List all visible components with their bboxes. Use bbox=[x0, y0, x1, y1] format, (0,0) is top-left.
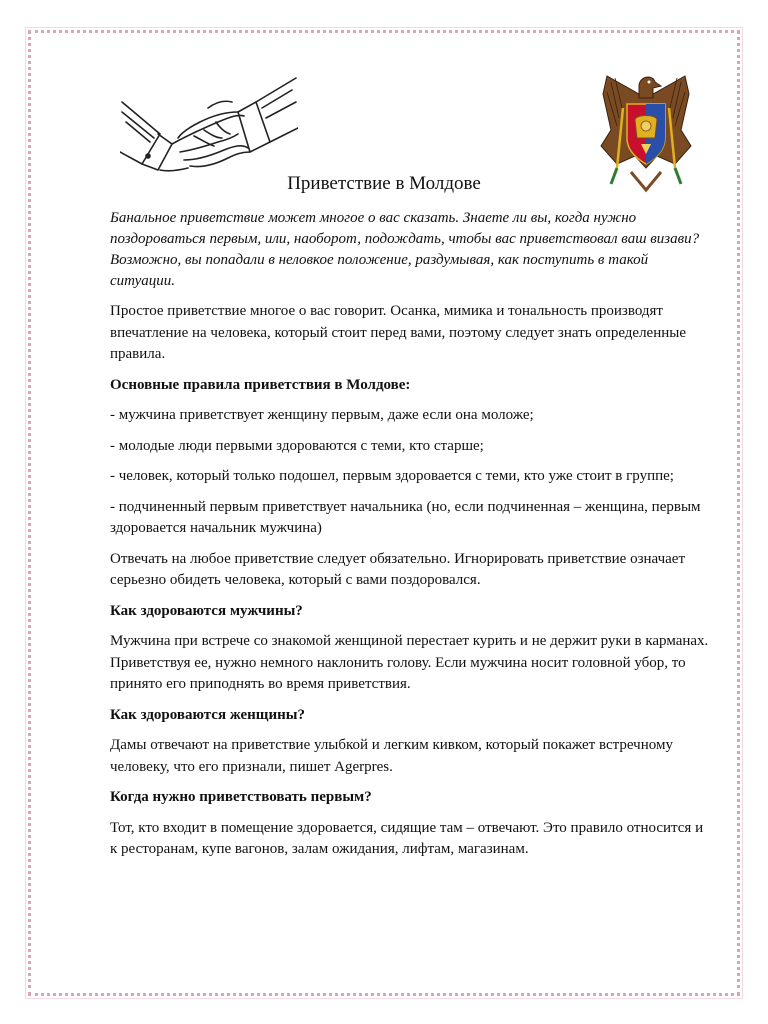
men-heading: Как здороваются мужчины? bbox=[110, 602, 303, 619]
rule-item: - подчиненный первым приветствует начальника (но, если подчиненная – женщина, первым здоровается начальник мужчина) bbox=[110, 498, 701, 536]
women-heading: Как здороваются женщины? bbox=[110, 706, 305, 723]
document-body bbox=[110, 208, 710, 870]
paragraph: Тот, кто входит в помещение здоровается, сидящие там – отвечают. Это правило относится и к ресторанам, купе вагонов, залам ожидания, лифтам, магазинам. bbox=[110, 819, 704, 857]
paragraph: Простое приветствие многое о вас говорит. Осанка, мимика и тональность производят впечатление на человека, который стоит перед вами, поэтому следует знать определенные правила. bbox=[110, 303, 687, 362]
paragraph: Мужчина при встрече со знакомой женщиной перестает курить и не держит руки в карманах. Приветствуя ее, нужно немного наклонить голову. Если мужчина носит головной убор, то принято его приподнять во время приветствия. bbox=[110, 633, 709, 692]
first-greeting-heading: Когда нужно приветствовать первым? bbox=[110, 789, 372, 805]
rule-item: - мужчина приветствует женщину первым, даже если она моложе; bbox=[110, 407, 534, 423]
rule-item: - человек, который только подошел, первым здоровается с теми, кто уже стоит в группе; bbox=[110, 468, 674, 484]
rules-heading: Основные правила приветствия в Молдове: bbox=[110, 376, 411, 393]
document-title: Приветствие в Молдове bbox=[287, 173, 481, 194]
paragraph: Отвечать на любое приветствие следует обязательно. Игнорировать приветствие означает серьезно обидеть человека, который с вами поздоровался. bbox=[110, 550, 686, 588]
handshake-illustration bbox=[120, 72, 298, 182]
rule-item: - молодые люди первыми здороваются с теми, кто старше; bbox=[110, 437, 484, 454]
paragraph: Дамы отвечают на приветствие улыбкой и легким кивком, который покажет встречному человеку, что его признали, пишет Agerpres. bbox=[110, 737, 673, 775]
intro-paragraph: Банальное приветствие может многое о вас сказать. Знаете ли вы, когда нужно поздороваться первым, или, наоборот, подождать, чтобы вас приветствовал ваш визави? Возможно, вы попадали в неловкое положение, раздумывая, как поступить в такой ситуации. bbox=[110, 210, 700, 289]
